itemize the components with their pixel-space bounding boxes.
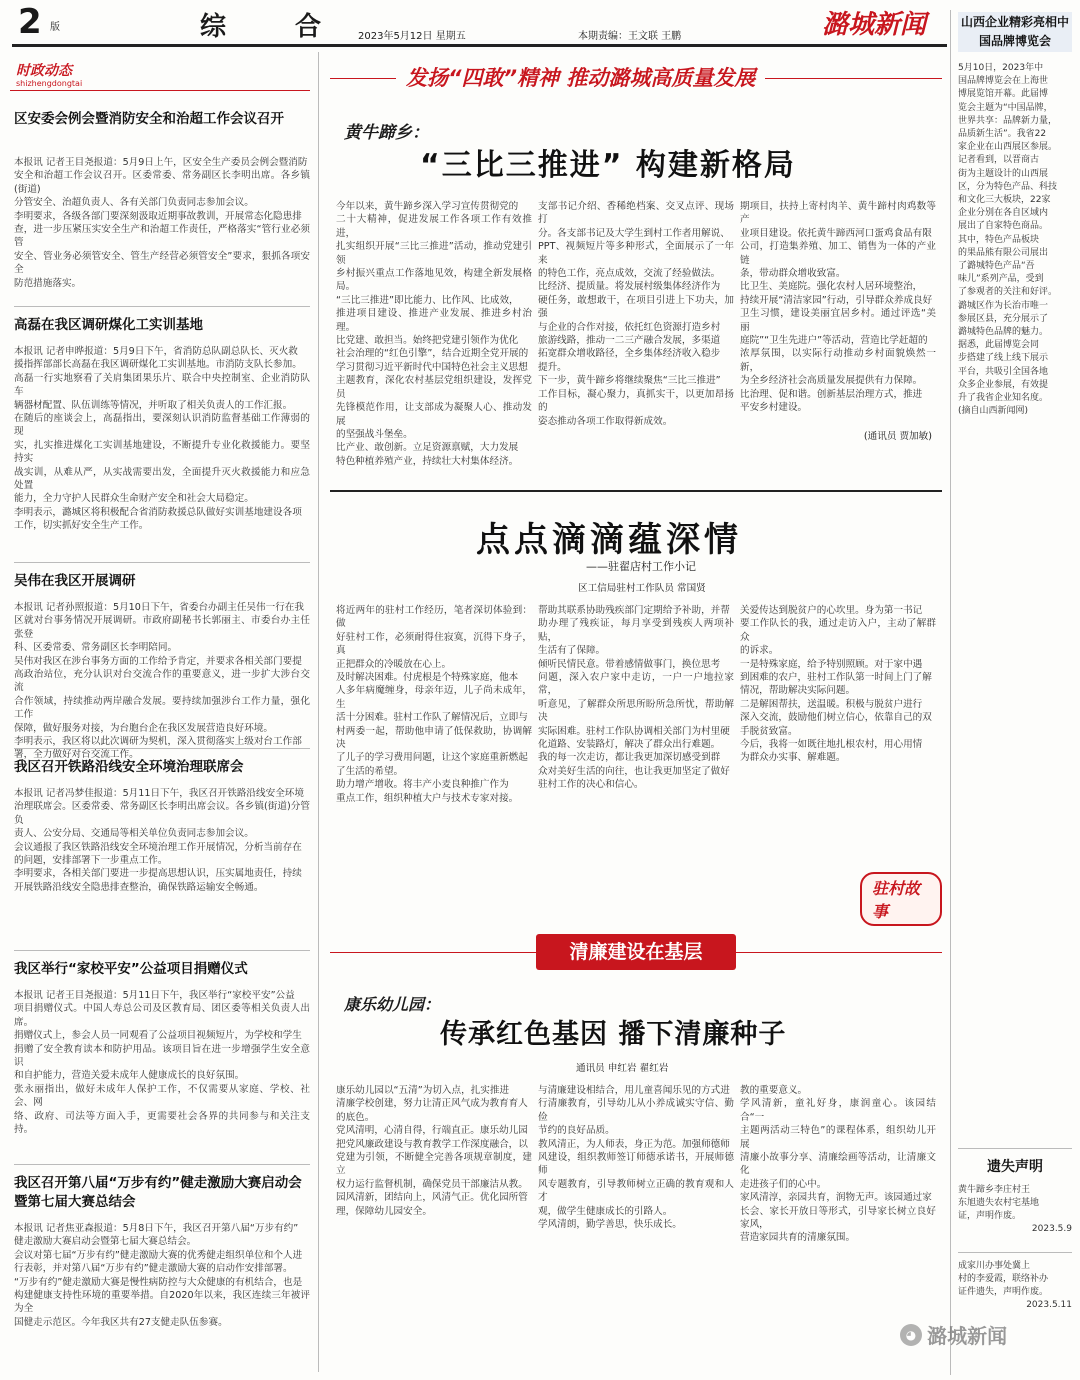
- body-line: 络、政府、司法等方面入手，更需要社会各界的共同参与和关注支持。: [14, 1110, 310, 1136]
- body-line: 李明表示，潞城区将积极配合省消防救援总队做好实训基地建设各项: [14, 506, 302, 518]
- body-line: 潞城区作为长治市唯一: [958, 300, 1049, 311]
- body-line: 生活有了保障。: [538, 645, 606, 657]
- left-article-6: [14, 1174, 310, 1374]
- body-line: 区，分为特色产品、科技: [958, 181, 1058, 192]
- notice-line: 证件遗失，声明作废。: [958, 1287, 1049, 1297]
- body-line: 学风清新，童礼好身，康润童心。该园结合“一: [740, 1098, 936, 1123]
- body-line: 助力增产增收。将丰产小麦良种推广作为: [336, 779, 509, 791]
- body-line: 和自护能力，营造关爱未成年人健康成长的良好氛围。: [14, 1070, 245, 1082]
- body-line: 将近两年的驻村工作经历，笔者深切体验到：做: [336, 605, 532, 630]
- body-line: 健走激励大赛启动会暨第七届大赛总结会。: [14, 1236, 197, 1248]
- body-line: 比产业、敢创新。立足资源禀赋，大力发展: [336, 442, 519, 454]
- body-line: 工作目标，凝心聚力，真抓实干，以更加昂扬的: [538, 388, 734, 414]
- body-line: 览会主题为“中国品牌，: [958, 102, 1053, 113]
- page-header: [0, 0, 1080, 48]
- column-rule: [950, 10, 951, 1375]
- divider: [958, 1148, 1072, 1149]
- byline: (通讯员 贾加敏): [863, 431, 932, 442]
- left-article-3: [14, 572, 310, 761]
- body-line: 署，全力做好对台交流工作。: [14, 749, 139, 761]
- body-line: 保障，做好服务对接，为台胞台企在我区发展营造良好环境。: [14, 722, 274, 734]
- body-line: 条，带动群众增收致富。: [740, 268, 846, 280]
- header-rule: [12, 44, 947, 47]
- body-line: 长会、家长开放日等形式，引导家长树立良好家风，: [740, 1205, 936, 1231]
- body-line: 吴伟对我区在涉台事务方面的工作给予肯定，并要求各相关部门要提: [14, 655, 302, 667]
- notice-line: 黄牛蹄乡李庄村王: [958, 1185, 1031, 1195]
- subtitle: ——驻翟店村工作小记: [586, 560, 696, 573]
- body-line: 下一步，黄牛蹄乡将继续聚焦“三比三推进”: [538, 375, 721, 387]
- divider: [14, 950, 310, 951]
- body-line: 扎实组织开展“三比三推进”活动，推动党建引领: [336, 241, 532, 266]
- body-line: 工作，切实抓好安全生产工作。: [14, 520, 149, 532]
- body-line: 味儿”系列产品，受到: [958, 274, 1044, 285]
- headline: 区安委会例会暨消防安全和治超工作会议召开: [14, 111, 284, 127]
- body-line: 本报讯 记者孙照报道：5月10日下午，省委台办副主任吴伟一行在我: [14, 602, 304, 613]
- body-line: 品质新生活”。我省22: [958, 129, 1047, 140]
- masthead: 潞城新闻: [822, 10, 927, 40]
- body-line: 5月10日，2023年中: [958, 63, 1044, 73]
- body-line: 和文化三大板块，22家: [958, 195, 1051, 206]
- section-band: [330, 930, 942, 974]
- body-line: 科、区委常委、常务副区长李明陪同。: [14, 642, 178, 654]
- body-line: 业项目建设。依托黄牛蹄西河口蛋鸡食品有限: [740, 227, 932, 239]
- body-line: 主题教育，深化农村基层党组织建设，发挥党员: [336, 375, 532, 400]
- notice-title: 遗失声明: [987, 1159, 1043, 1175]
- body-line: 听意见，了解群众所思所盼所急所忧，帮助解决: [538, 698, 734, 724]
- divider: [14, 562, 310, 563]
- notice-line: 证，声明作废。: [958, 1211, 1022, 1221]
- body-line: 好驻村工作，必须耐得住寂寞，沉得下身子，真: [336, 631, 532, 657]
- column-header-rule: [10, 90, 310, 91]
- theme-banner: [330, 60, 942, 98]
- body-line: 党建为引领，不断健全完善各项规章制度，建立: [336, 1152, 532, 1177]
- body-line: 比卫生、美庭院。强化农村人居环境整治，: [740, 281, 923, 293]
- body-line: 村两委一起，帮助他申请了低保救助，协调解决: [336, 725, 532, 751]
- body-line: 分管安全、治超负责人、各有关部门负责同志参加会议。: [14, 197, 254, 209]
- body-line: 查，进一步压紧压实安全生产和治超工作责任，严格落实“管行业必须管: [14, 224, 310, 249]
- divider: [14, 1164, 310, 1165]
- body-line: 本报讯 记者申晔报道：5月9日下午，省消防总队副总队长、灭火救: [14, 346, 298, 357]
- body-line: 学习贯彻习近平新时代中国特色社会主义思想: [336, 361, 528, 373]
- body-line: 行清廉教育，引导幼儿从小养成诚实守信、勤俭: [538, 1098, 734, 1123]
- divider: [14, 306, 310, 307]
- left-article-5: [14, 960, 310, 1150]
- body-line: 企业分别在各自区域内: [958, 208, 1049, 219]
- notice-line: 东旭遗失农村宅基地: [958, 1198, 1040, 1208]
- headline: 山西企业精彩亮相中国品牌博览会: [958, 12, 1072, 52]
- body-line: 捐赠仪式上，参会人员一同观看了公益项目视频短片，为学校和学生: [14, 1030, 302, 1042]
- body-line: 主题两活动三特色”的课程体系，组织幼儿开展: [740, 1125, 936, 1150]
- body-line: 权力运行监督机制，确保党员干部廉洁从教。: [336, 1178, 528, 1190]
- byline: 通讯员 申红岩 翟红岩: [576, 1063, 669, 1074]
- body-line: 了生活的希望。: [336, 765, 404, 777]
- body-line: 助办理了残疾证，每月享受到残疾人两项补贴，: [538, 618, 734, 643]
- body-line: 李明要求，各级各部门要深刻汲取近期事故教训，开展常态化隐患排: [14, 210, 302, 222]
- body-line: 展出了自家特色商品。: [958, 221, 1049, 232]
- body-line: 社会治理的“红色引擎”，结合近期全党开展的: [336, 348, 529, 360]
- page-unit: 版: [50, 22, 60, 33]
- body-line: “三比三推进”即比能力、比作风、比成效，: [336, 294, 519, 306]
- body-line: 帮助其联系协助残疾部门定期给予补助，并帮: [538, 605, 730, 616]
- body-line: 教风清正，为人师表，身正为范。加强师德师: [538, 1138, 730, 1150]
- body-line: 了儿子的学习费用问题，让这个家庭重新燃起: [336, 752, 528, 764]
- body-line: 风专题教育，引导教师树立正确的教育观和人才: [538, 1178, 734, 1204]
- body-line: 防范措施落实。: [14, 277, 82, 289]
- body-line: 驻村工作的决心和信心。: [538, 779, 644, 791]
- body-line: 旅游线路，推动一二三产融合发展，多渠道: [538, 335, 721, 347]
- section-title: 综 合: [200, 12, 352, 42]
- body-line: 的果品熊有限公司展出: [958, 247, 1049, 258]
- body-line: 升了我省企业知名度。: [958, 393, 1049, 404]
- body-line: 特色种植养殖产业，持续壮大村集体经济。: [336, 455, 519, 467]
- body-line: 构建健康支持性环境的重要举措。自2020年以来，我区连续三年被评为全: [14, 1290, 310, 1315]
- headline: 我区召开第八届“万步有约”健走激励大赛启动会暨第七届大赛总结会: [14, 1175, 302, 1210]
- body-line: 参展区县，充分展示了: [958, 313, 1049, 324]
- body-line: 家风清淳，亲园共育，润物无声。该园通过家: [740, 1192, 932, 1204]
- notice-date: 2023.5.9: [1031, 1224, 1072, 1234]
- divider: [330, 490, 942, 492]
- divider: [14, 748, 310, 749]
- body-line: 会议对第七届“万步有约”健走激励大赛的优秀健走组织单位和个人进: [14, 1249, 303, 1261]
- body-line: 观，做学生健康成长的引路人。: [538, 1205, 673, 1217]
- body-line: 张永丽指出，做好未成年人保护工作，不仅需要从家庭、学校、社会、网: [14, 1083, 310, 1109]
- body-line: 区就对台事务情况开展调研。市政府副秘书长郭丽主、市委台办主任张登: [14, 615, 310, 640]
- body-line: 倾听民情民意。带着感情做事门，换位思考: [538, 658, 721, 670]
- body-line: 在随后的座谈会上，高磊指出，要深刻认识消防监督基础工作薄弱的现: [14, 413, 310, 438]
- article-1: [330, 102, 942, 492]
- body-line: 援指挥部部长高磊在我区调研煤化工实训基地。市消防支队长参加。: [14, 359, 302, 371]
- body-line: 安全、管业务必须管安全、管生产经营必须管安全”要求，狠抓各项安全: [14, 250, 310, 276]
- body-line: 本报讯 记者王目尧报道：5月9日上午，区安全生产委员会例会暨消防: [14, 157, 308, 168]
- body-line: 的诉求。: [740, 645, 779, 657]
- body-line: 姿态推动各项工作取得新成效。: [538, 415, 673, 427]
- body-line: 了潞城特色产品“吾: [958, 261, 1035, 272]
- body-line: 分。各支部书记及大学生到村工作者用解说、: [538, 227, 730, 239]
- body-line: 本报讯 记者焦亚森报道：5月8日下午，我区召开第八届“万步有约”: [14, 1223, 299, 1234]
- body-line: 国健走示范区。今年我区共有27支健走队伍参赛。: [14, 1316, 228, 1328]
- body-line: 为群众办实事、解难题。: [740, 752, 846, 764]
- body-line: 众对美好生活的向往，也让我更加坚定了做好: [538, 765, 730, 777]
- body-line: 高政治站位，充分认识对台交流合作的重要意义，进一步扩大涉台交流: [14, 669, 310, 694]
- body-line: 会议通报了我区铁路沿线安全环境治理工作开展情况，分析当前存在: [14, 841, 302, 853]
- body-line: 教的重要意义。: [740, 1085, 808, 1096]
- kicker: 康乐幼儿园：: [344, 995, 441, 1014]
- body-line: (摘自山西新闻网): [958, 406, 1029, 417]
- body-line: 平台，共吸引全国各地: [958, 366, 1049, 377]
- column-stamp: 驻村故事: [860, 872, 942, 926]
- body-line: 捐赠了安全教育读本和防护用品。该项目旨在进一步增强学生安全意识: [14, 1043, 310, 1069]
- body-line: 其中，特色产品板块: [958, 234, 1040, 245]
- body-line: 的问题，安排部署下一步重点工作。: [14, 855, 168, 867]
- body-line: 节约的良好品质。: [538, 1125, 615, 1137]
- body-line: 本报讯 记者王目尧报道：5月11日下午，我区举行“家校平安”公益: [14, 990, 295, 1001]
- body-line: 今后，我将一如既往地扎根农村，用心用情: [740, 739, 923, 751]
- headline: 传承红色基因 播下清廉种子: [440, 1019, 787, 1050]
- body-line: 的坚强战斗堡垒。: [336, 428, 413, 440]
- body-line: 问题，深入农户家中走访，一户一户地拉家常，: [538, 672, 734, 697]
- body-line: 今年以来，黄牛蹄乡深入学习宣传贯彻党的: [336, 201, 519, 212]
- headline: 吴伟在我区开展调研: [14, 573, 136, 589]
- body-line: 的特色工作，亮点成效，交流了经验做法。: [538, 268, 721, 280]
- headline: 我区召开铁路沿线安全环境治理联席会: [14, 759, 244, 775]
- body-line: 庭院”“卫生先进户”等活动，营造比学赶超的: [740, 335, 928, 347]
- body-line: 清廉学校创建，努力让清正风气成为教育育人: [336, 1098, 528, 1110]
- body-line: 平安乡村建设。: [740, 402, 808, 414]
- body-line: 深入交流，鼓励他们树立信心，依靠自己的双: [740, 712, 932, 724]
- body-line: 活十分困难。驻村工作队了解情况后，立即与: [336, 712, 528, 724]
- body-line: 安全和治超工作会议召开。区委常委、常务副区长李明出席。各乡镇(街道): [14, 170, 310, 195]
- body-line: 学风清朗，勤学善思，快乐成长。: [538, 1219, 682, 1231]
- body-line: 辆器材配置、队伍训练等情况，并听取了相关负责人的工作汇报。: [14, 399, 293, 411]
- body-line: 及时解决困难。付虎根是个特殊家庭，他本: [336, 672, 519, 684]
- article-2: [330, 496, 942, 921]
- body-line: 风建设，组织教师签订师德承诺书，开展师德师: [538, 1152, 734, 1177]
- body-line: 李明表示，我区将以此次调研为契机，深入贯彻落实上级对台工作部: [14, 736, 302, 748]
- body-line: 正把群众的冷暖放在心上。: [336, 658, 452, 670]
- body-line: 潞城特色品牌的魅力。: [958, 327, 1049, 338]
- column-title: 时政动态: [16, 63, 72, 79]
- body-line: 国品牌博览会在上海世: [958, 76, 1049, 87]
- banner-text: 发扬“四敢”精神 推动潞城高质量发展: [396, 62, 765, 92]
- body-line: 一是特殊家庭，给予特别照顾。对于家中遇: [740, 658, 923, 670]
- editor-credit: 本期责编：王文联 王鹏: [578, 31, 682, 42]
- body-line: 比经济、提质量。将发展村级集体经济作为: [538, 281, 721, 293]
- body-line: 清廉小故事分享、清廉绘画等活动，让清廉文化: [740, 1152, 936, 1177]
- headline: 高磊在我区调研煤化工实训基地: [14, 317, 203, 333]
- body-line: 提升。: [538, 361, 567, 373]
- body-line: 治理联席会。区委常委、常务副区长李明出席会议。各乡镇(街道)分管负: [14, 801, 310, 826]
- body-line: 据悉，此届博览会同: [958, 340, 1040, 351]
- body-line: 硬任务，敢想敢干，在项目引进上下功夫，加强: [538, 294, 734, 320]
- headline: 点点滴滴蕴深情: [476, 520, 742, 560]
- body-line: 卫生习惯，建设美丽宜居乡村。通过评选“美丽: [740, 308, 936, 333]
- left-article-2: [14, 316, 310, 556]
- body-line: “万步有约”健走激励大赛是慢性病防控与大众健康的有机结合，也是: [14, 1276, 303, 1288]
- watermark-text: 潞城新闻: [927, 1324, 1008, 1348]
- body-line: 战实训，从难从严，从实战需要出发，全面提升灭火救援能力和应急处置: [14, 466, 310, 492]
- body-line: 重点工作，组织种植大户与技术专家对接。: [336, 792, 519, 804]
- body-line: 关爱传达到脱贫户的心坎里。身为第一书记: [740, 605, 923, 616]
- body-line: 项目捐赠仪式。中国人寿总公司及区教育局、团区委等相关负责人出席。: [14, 1003, 310, 1028]
- body-line: 李明要求，各相关部门要进一步提高思想认识，压实属地责任，持续: [14, 868, 302, 880]
- body-line: 推进项目建设、推进产业发展、推进乡村治理。: [336, 308, 532, 333]
- body-line: 我的每一次走访，都让我更加深切感受到群: [538, 752, 721, 764]
- body-line: 世界共享：品牌新力量，: [958, 115, 1058, 126]
- body-line: 支部书记介绍、香稀绝档案、交叉点评、现场打: [538, 201, 734, 226]
- body-line: 实，扎实推进煤化工实训基地建设，不断提升专业化救援能力。要坚持实: [14, 439, 310, 465]
- body-line: 情况，帮助解决实际问题。: [740, 685, 856, 697]
- body-line: 人多年病魔缠身，母亲年迈，儿子尚未成年，生: [336, 685, 532, 710]
- issue-date: 2023年5月12日 星期五: [358, 31, 466, 42]
- body-line: 为全乡经济社会高质量发展提供有力保障。: [740, 375, 923, 387]
- body-line: PPT、视频短片等多种形式，全面展示了一年来: [538, 241, 734, 266]
- wechat-icon: ◕: [900, 1324, 922, 1346]
- body-line: 记者看到，以晋商古: [958, 155, 1040, 166]
- body-line: 合作领域，持续推动两岸融合发展。要持续加强涉台工作力量，强化工作: [14, 695, 310, 721]
- headline: 我区举行“家校平安”公益项目捐赠仪式: [14, 961, 248, 977]
- body-line: 先锋模范作用，让支部成为凝聚人心、推动发展: [336, 402, 532, 427]
- body-line: 营造家园共育的清廉氛围。: [740, 1232, 856, 1244]
- body-line: 拓宽群众增收路径，全乡集体经济收入稳步: [538, 348, 721, 360]
- band-label: 清廉建设在基层: [536, 934, 736, 970]
- body-line: 手脱贫致富。: [740, 725, 798, 737]
- body-line: 到困难的农户，驻村工作队第一时间上门了解: [740, 672, 932, 684]
- column-rule: [318, 52, 319, 1372]
- body-line: 化道路、安装路灯，解决了群众出行难题。: [538, 739, 721, 751]
- body-line: 开展铁路沿线安全隐患排查整治，确保铁路运输安全畅通。: [14, 881, 264, 893]
- notice-line: 成家川办事处冀上: [958, 1261, 1031, 1271]
- notice-line: 村的李爱霞，联络补办: [958, 1274, 1049, 1284]
- left-article-4: [14, 758, 310, 948]
- body-line: 理，保障幼儿园安全。: [336, 1205, 432, 1217]
- body-line: 要工作队长的我，通过走访入户，主动了解群众: [740, 618, 936, 643]
- body-line: 持续开展“清洁家园”行动，引导群众养成良好: [740, 294, 933, 306]
- body-line: 与企业的合作对接，依托红色资源打造乡村: [538, 321, 721, 333]
- body-line: 实际困难。驻村工作队协调相关部门为村里硬: [538, 725, 730, 737]
- body-line: 期项目，扶持上寄村肉羊、黄牛蹄村肉鸡数等产: [740, 201, 936, 226]
- body-line: 了参观者的关注和好评。: [958, 287, 1058, 298]
- right-article: [958, 12, 1072, 1152]
- body-line: 公司，打造集养殖、加工、销售为一体的产业链: [740, 241, 936, 266]
- body-line: 二十大精神，促进发展工作各项工作有效推进，: [336, 214, 532, 239]
- body-line: 的底色。: [336, 1111, 375, 1123]
- notice-date: 2023.5.11: [1026, 1300, 1072, 1310]
- body-line: 行表彰，并对第八届“万步有约”健走激励大赛的启动作安排部署。: [14, 1263, 293, 1275]
- body-line: 乡村振兴重点工作落地见效，构建全新发展格局。: [336, 268, 532, 293]
- divider: [958, 1252, 1072, 1253]
- body-line: 党风清明，心清自得，行端直正。康乐幼儿园: [336, 1125, 528, 1137]
- body-line: 康乐幼儿园以“五清”为切入点，扎实推进: [336, 1085, 510, 1096]
- body-line: 家企业在山西展区参展。: [958, 142, 1058, 153]
- body-line: 能力，全力守护人民群众生命财产安全和社会大局稳定。: [14, 493, 254, 505]
- body-line: 博展览馆开幕。此届博: [958, 89, 1049, 100]
- body-line: 高磊一行实地察看了关肩集团果乐片、联合中央控制室、企业消防队车: [14, 372, 310, 398]
- author: 区工信局驻村工作队员 常国贤: [578, 583, 706, 594]
- body-line: 本报讯 记者冯梦佳报道：5月11日下午，我区召开铁路沿线安全环境: [14, 788, 304, 799]
- column-pinyin: shizhengdongtai: [16, 79, 83, 88]
- body-line: 众多企业参展，有效提: [958, 379, 1049, 390]
- body-line: 二是解困帮扶，送温暖。积极与脱贫户进行: [740, 698, 923, 710]
- body-line: 街为主题设计的山西展: [958, 168, 1049, 179]
- page-number: 2: [18, 2, 42, 42]
- body-line: 与清廉建设相结合，用儿童喜闻乐见的方式进: [538, 1085, 730, 1096]
- kicker: 黄牛蹄乡：: [344, 123, 429, 143]
- body-line: 责人、公安分局、交通局等相关单位负责同志参加会议。: [14, 828, 254, 840]
- body-line: 比治理、促和谐。创新基层治理方式，推进: [740, 388, 923, 400]
- column-header: [10, 56, 310, 92]
- body-line: 走进孩子们的心中。: [740, 1178, 827, 1190]
- body-line: 步搭建了线上线下展示: [958, 353, 1049, 364]
- watermark: [900, 1320, 1007, 1360]
- body-line: 比党建、敢担当。始终把党建引领作为优化: [336, 335, 519, 347]
- body-line: 园风清新，团结向上，风清气正。优化园所管: [336, 1192, 528, 1204]
- left-article-1: [14, 110, 310, 306]
- body-line: 浓厚氛围，以实际行动推动乡村面貌焕然一新，: [740, 348, 936, 373]
- body-line: 把党风廉政建设与教育教学工作深度融合，以: [336, 1138, 528, 1150]
- headline: “三比三推进” 构建新格局: [420, 148, 796, 183]
- article-3: [330, 984, 942, 1374]
